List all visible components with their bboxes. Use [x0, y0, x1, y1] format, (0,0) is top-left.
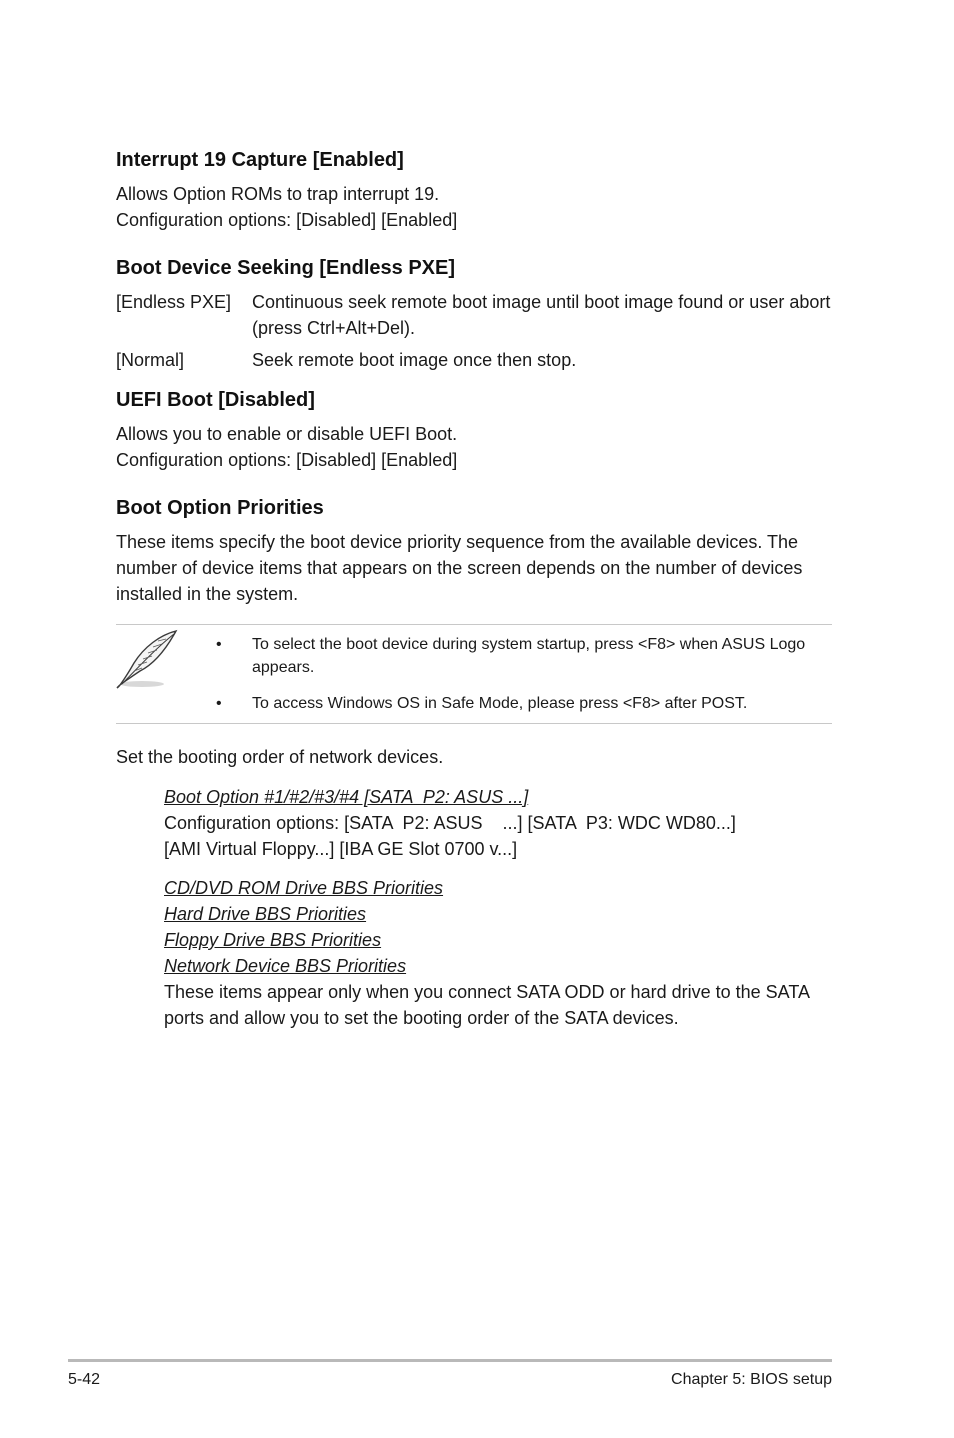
boot-priorities-body: These items specify the boot device priority sequence from the available devices. The number of device items that appears on the screen depends on the number of devices installed in the system.: [116, 532, 803, 604]
boot-option-block: [164, 784, 844, 862]
boot-option-title: Boot Option #1/#2/#3/#4 [SATA P2: ASUS ...]: [164, 787, 529, 807]
note-item: [216, 692, 816, 715]
bbs-block: [164, 875, 832, 1031]
boot-option-config-line2: [AMI Virtual Floppy...] [IBA GE Slot 0700 v...]: [164, 839, 518, 859]
bbs-description: These items appear only when you connect SATA ODD or hard drive to the SATA ports and allow you to set the booting order of the SATA devices.: [164, 982, 809, 1028]
uefi-config-options: Configuration options: [Disabled] [Enabled]: [116, 450, 458, 470]
note-list: [216, 633, 816, 715]
boot-seek-heading: Boot Device Seeking [Endless PXE]: [116, 257, 455, 279]
note-box: [116, 624, 832, 724]
boot-seek-option-normal: [116, 347, 832, 373]
uefi-heading: UEFI Boot [Disabled]: [116, 389, 315, 411]
bullet: •: [216, 636, 222, 653]
boot-option-config-line1: Configuration options: [SATA P2: ASUS ...] [SATA P3: WDC WD80...]: [164, 813, 736, 833]
bbs-item-cdrom: CD/DVD ROM Drive BBS Priorities: [164, 878, 444, 898]
interrupt19-heading: Interrupt 19 Capture [Enabled]: [116, 149, 404, 171]
boot-seek-option-endless: [116, 289, 832, 341]
option-key: [Normal]: [116, 350, 185, 370]
bbs-item-network: Network Device BBS Priorities: [164, 956, 407, 976]
network-intro: Set the booting order of network devices.: [116, 747, 444, 767]
boot-priorities-heading: Boot Option Priorities: [116, 497, 324, 519]
option-key: [Endless PXE]: [116, 292, 232, 312]
chapter-label: Chapter 5: BIOS setup: [671, 1371, 832, 1388]
feather-pen-icon: [116, 629, 180, 689]
bbs-item-floppy: Floppy Drive BBS Priorities: [164, 930, 382, 950]
bullet: •: [216, 695, 222, 712]
note-item: [216, 633, 816, 679]
note-text: To access Windows OS in Safe Mode, please press <F8> after POST.: [252, 695, 748, 712]
option-description: Seek remote boot image once then stop.: [252, 350, 577, 370]
interrupt19-config-options: Configuration options: [Disabled] [Enabled]: [116, 210, 458, 230]
footer-divider: [68, 1359, 832, 1362]
note-text: To select the boot device during system startup, press <F8> when ASUS Logo appears.: [252, 636, 806, 676]
bbs-item-harddrive: Hard Drive BBS Priorities: [164, 904, 367, 924]
uefi-description: Allows you to enable or disable UEFI Boot.: [116, 424, 458, 444]
page-number: 5-42: [68, 1371, 101, 1388]
interrupt19-description: Allows Option ROMs to trap interrupt 19.: [116, 184, 440, 204]
option-description: Continuous seek remote boot image until boot image found or user abort (press Ctrl+Alt+Del).: [252, 292, 831, 338]
